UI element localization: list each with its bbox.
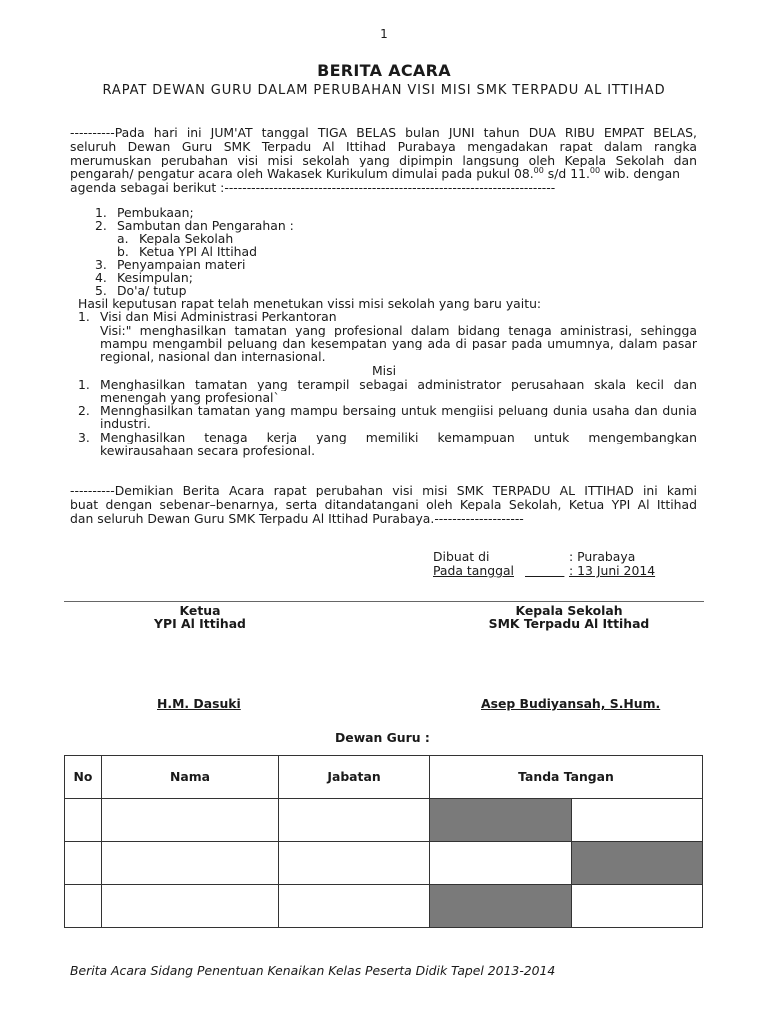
cell-no <box>65 842 102 885</box>
header-nama: Nama <box>102 756 279 799</box>
cell-nama <box>102 842 279 885</box>
table-header-row <box>65 756 703 799</box>
visi-line-2: mampu mengambil peluang dan kesempatan yang ada di pasar pada umumnya, dalam pasar <box>100 337 697 351</box>
page-number: 1 <box>380 27 388 41</box>
agenda-label: Do'a/ tutup <box>117 283 187 298</box>
table-row <box>65 799 703 842</box>
signature-cell-left <box>430 885 572 928</box>
date-value: : 13 Juni 2014 <box>569 563 656 578</box>
misi-1-line-2: menengah yang profesional` <box>100 390 280 405</box>
made-in-label: Dibuat di <box>433 549 490 564</box>
agenda-subnumber: a. <box>117 231 129 246</box>
start-time-minutes: 00 <box>533 165 544 175</box>
misi-3-line-2: kewirausahaan secara profesional. <box>100 443 316 458</box>
signature-cell-right <box>572 799 703 842</box>
agenda-label: Pembukaan; <box>117 205 194 220</box>
left-signatory-role: Ketua <box>179 603 221 618</box>
cell-nama <box>102 885 279 928</box>
agenda-label: Kesimpulan; <box>117 270 193 285</box>
misi-3-line-1: Menghasilkan tenaga kerja yang memiliki kemampuan untuk mengembangkan <box>100 431 697 445</box>
signature-cell-right <box>572 842 703 885</box>
page-footer: Berita Acara Sidang Penentuan Kenaikan Kelas Peserta Didik Tapel 2013-2014 <box>70 963 556 978</box>
misi-heading: Misi <box>371 363 397 378</box>
agenda-number: 5. <box>95 283 107 298</box>
cell-jabatan <box>279 842 430 885</box>
right-signatory-role: Kepala Sekolah <box>515 603 623 618</box>
signature-cell-right <box>572 885 703 928</box>
agenda-sublabel: Kepala Sekolah <box>139 231 234 246</box>
signature-divider <box>64 601 704 602</box>
end-time-minutes: 00 <box>589 165 601 175</box>
visi-misi-heading <box>78 310 337 323</box>
document-title: BERITA ACARA <box>317 61 451 80</box>
header-tanda-tangan: Tanda Tangan <box>430 756 703 799</box>
intro-line-1: ----------Pada hari ini JUM'AT tanggal TIGA BELAS bulan JUNI tahun DUA RIBU EMPAT BELAS, <box>70 126 697 140</box>
dewan-guru-table <box>64 755 703 928</box>
document-subtitle: RAPAT DEWAN GURU DALAM PERUBAHAN VISI MISI SMK TERPADU AL ITTIHAD <box>102 83 666 98</box>
intro-time-text: pengarah/ pengatur acara oleh Wakasek Kurikulum dimulai pada pukul 08. <box>70 166 534 181</box>
agenda-number: 2. <box>95 218 107 233</box>
agenda-number: 4. <box>95 270 107 285</box>
intro-line-4 <box>70 167 680 180</box>
misi-2-line-2: industri. <box>100 416 151 431</box>
date-underline-gap <box>525 564 565 577</box>
table-row <box>65 842 703 885</box>
agenda-number: 3. <box>95 257 107 272</box>
misi-num-1: 1. <box>78 377 90 392</box>
closing-line-1: ----------Demikian Berita Acara rapat perubahan visi misi SMK TERPADU AL ITTIHAD ini kami <box>70 484 697 498</box>
cell-nama <box>102 799 279 842</box>
header-jabatan: Jabatan <box>279 756 430 799</box>
agenda-label: Sambutan dan Pengarahan : <box>117 218 294 233</box>
closing-line-2: buat dengan sebenar–benarnya, serta ditandatangani oleh Kepala Sekolah, Ketua YPI Al Ittihad <box>70 498 697 512</box>
date-label: Pada tanggal <box>433 563 514 578</box>
dewan-guru-label: Dewan Guru : <box>335 730 430 745</box>
intro-line-3: merumuskan perubahan visi misi sekolah yang dipimpin langsung oleh Kepala Sekolah dan <box>70 154 697 168</box>
closing-line-3: dan seluruh Dewan Guru SMK Terpadu Al Ittihad Purabaya.-------------------- <box>70 511 524 526</box>
right-signatory-name: Asep Budiyansah, S.Hum. <box>481 696 661 711</box>
intro-line-5: agenda sebagai berikut :-------------------------------------------------------------------------- <box>70 180 556 195</box>
visi-line-1: Visi:" menghasilkan tamatan yang profesional dalam bidang tenaga aministrasi, sehingga <box>100 324 697 338</box>
header-no: No <box>65 756 102 799</box>
agenda-label: Penyampaian materi <box>117 257 246 272</box>
visi-misi-number: 1. <box>78 309 90 324</box>
misi-num-3: 3. <box>78 430 90 445</box>
agenda-sublabel: Ketua YPI Al Ittihad <box>139 244 257 259</box>
signature-cell-left <box>430 799 572 842</box>
intro-time-range: s/d 11. <box>543 166 590 181</box>
signature-cell-left <box>430 842 572 885</box>
left-signatory-name: H.M. Dasuki <box>157 696 241 711</box>
visi-misi-title: Visi dan Misi Administrasi Perkantoran <box>100 309 337 324</box>
cell-jabatan <box>279 799 430 842</box>
agenda-number: 1. <box>95 205 107 220</box>
cell-jabatan <box>279 885 430 928</box>
misi-2-line-1: Mennghasilkan tamatan yang mampu bersaing untuk mengiisi peluang dunia usaha dan dunia <box>100 404 697 418</box>
intro-line-2: seluruh Dewan Guru SMK Terpadu Al Ittihad Purabaya mengadakan rapat dalam rangka <box>70 140 697 154</box>
made-in-value: : Purabaya <box>569 549 636 564</box>
agenda-subnumber: b. <box>117 244 129 259</box>
intro-time-suffix: wib. dengan <box>600 166 681 181</box>
cell-no <box>65 799 102 842</box>
visi-line-3: regional, nasional dan internasional. <box>100 349 326 364</box>
misi-1-line-1: Menghasilkan tamatan yang terampil sebagai administrator perusahaan skala kecil dan <box>100 378 697 392</box>
left-signatory-org: YPI Al Ittihad <box>154 616 246 631</box>
right-signatory-org: SMK Terpadu Al Ittihad <box>488 616 650 631</box>
result-intro: Hasil keputusan rapat telah menetukan vissi misi sekolah yang baru yaitu: <box>78 296 542 311</box>
misi-num-2: 2. <box>78 403 90 418</box>
cell-no <box>65 885 102 928</box>
table-row <box>65 885 703 928</box>
